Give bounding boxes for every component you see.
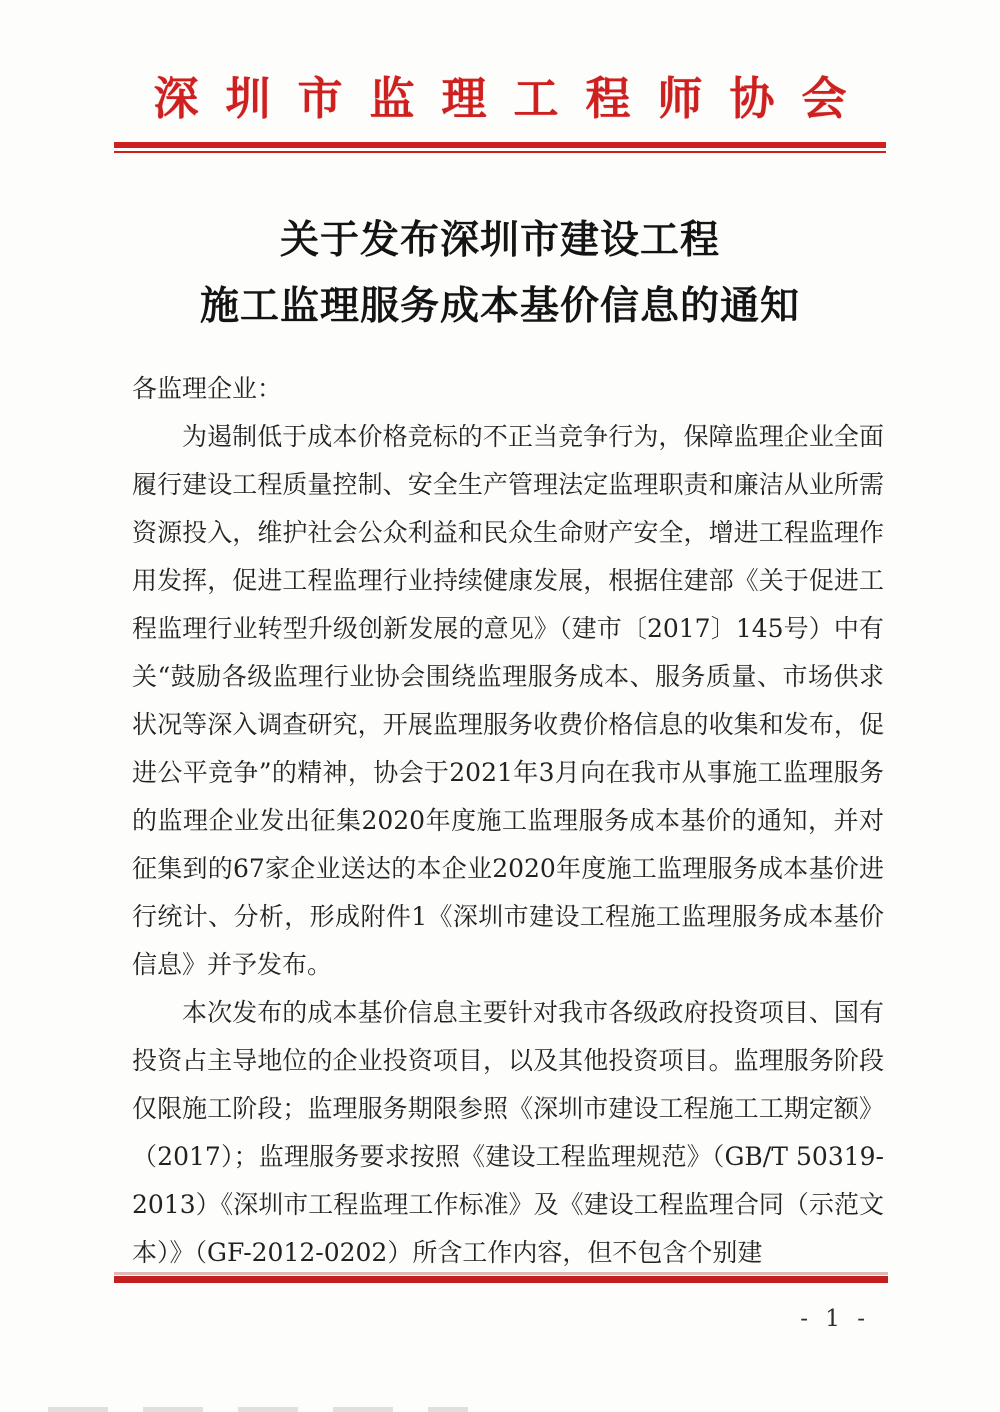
body-paragraph-2: 本次发布的成本基价信息主要针对我市各级政府投资项目、国有投资占主导地位的企业投资项目，以及其他投资项目。监理服务阶段仅限施工阶段；监理服务期限参照《深圳市建设工程施工工期定额》（2017）；监理服务要求按照《建设工程监理规范》（GB/T 50319-2013）《深圳市工程监理工作标准》及《建设工程监理合同（示范文本）》（GF-2012-0202）所含工作内容，但不包含个别建 (132, 998, 884, 1267)
body-paragraph-1: 为遏制低于成本价格竞标的不正当竞争行为，保障监理企业全面履行建设工程质量控制、安全生产管理法定监理职责和廉洁从业所需资源投入，维护社会公众利益和民众生命财产安全，增进工程监理作用发挥，促进工程监理行业持续健康发展，根据住建部《关于促进工程监理行业转型升级创新发展的意见》（建市〔2017〕145号）中有关“鼓励各级监理行业协会围绕监理服务成本、服务质量、市场供求状况等深入调查研究，开展监理服务收费价格信息的收集和发布，促进公平竞争”的精神，协会于2021年3月向在我市从事施工监理服务的监理企业发出征集2020年度施工监理服务成本基价的通知，并对征集到的67家企业送达的本企业2020年度施工监理服务成本基价进行统计、分析，形成附件1《深圳市建设工程施工监理服务成本基价信息》并予发布。 (132, 422, 884, 979)
letterhead-org-name-text: 深圳市监理工程师协会 (153, 72, 874, 125)
notice-title-line1: 关于发布深圳市建设工程 (279, 217, 720, 263)
letterhead-divider (114, 142, 886, 153)
letterhead (0, 0, 1000, 153)
letterhead-org-name (0, 62, 1000, 127)
footer-divider-thin-rule (114, 1272, 888, 1275)
scan-artifact (48, 1407, 468, 1412)
notice-title-line2: 施工监理服务成本基价信息的通知 (199, 283, 800, 329)
footer-divider-thick-rule (114, 1276, 888, 1283)
letterhead-divider-thick-rule (114, 142, 886, 148)
document-main (0, 207, 1000, 1277)
document-body (132, 365, 884, 1277)
salutation: 各监理企业： (132, 374, 283, 403)
footer-divider (114, 1272, 888, 1283)
page-number: - 1 - (800, 1306, 870, 1332)
letterhead-divider-thin-rule (114, 151, 886, 153)
notice-title (0, 207, 1000, 339)
